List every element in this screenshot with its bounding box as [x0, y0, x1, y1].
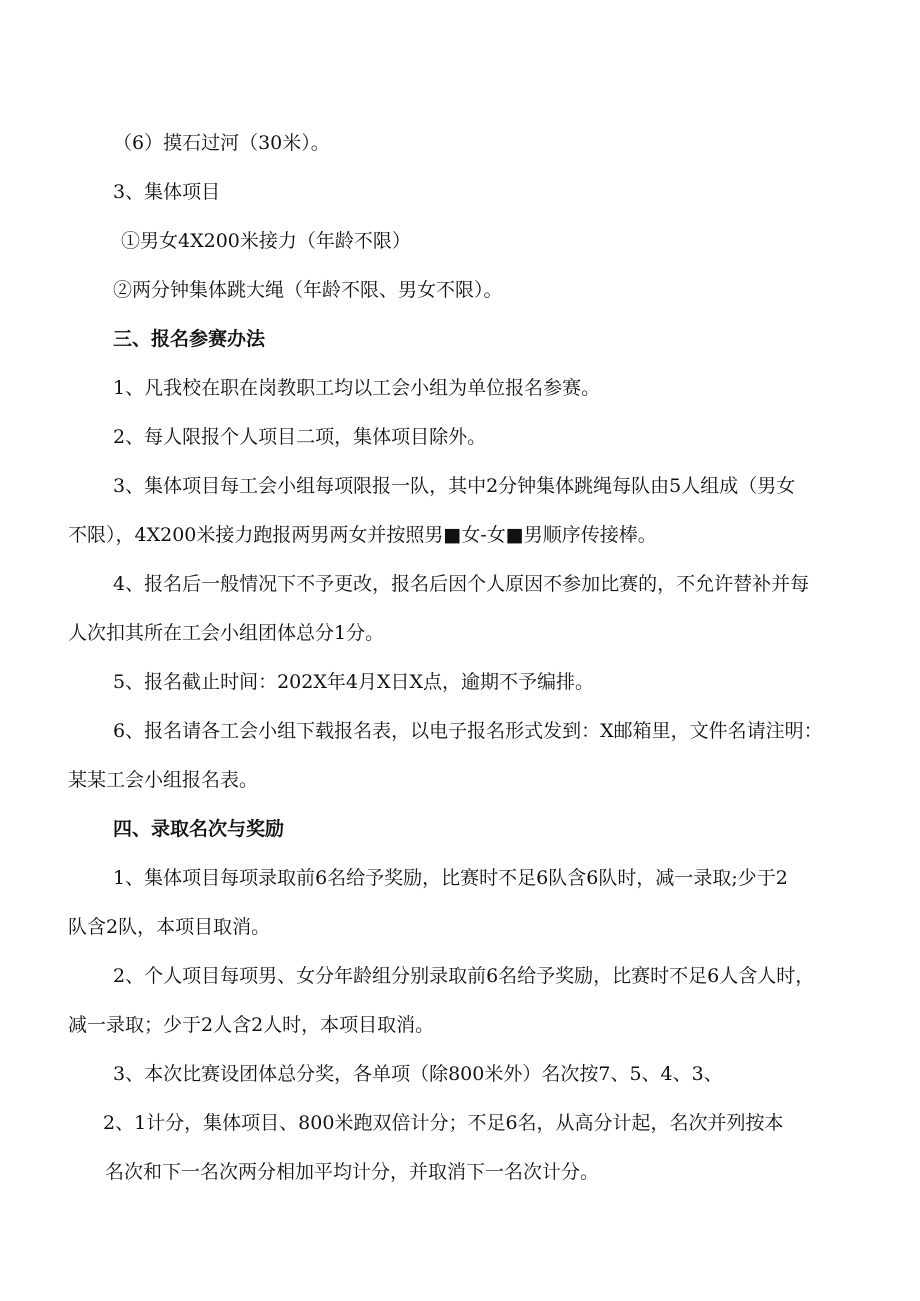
reg-rule-1: 1、凡我校在职在岗教职工均以工会小组为单位报名参赛。: [113, 377, 601, 399]
award-rule-3-line-3: 名次和下一名次两分相加平均计分，并取消下一名次计分。: [105, 1161, 600, 1183]
item-6-stone-crossing: （6）摸石过河（30米）。: [113, 132, 330, 154]
award-rule-1-line-1: 1、集体项目每项录取前6名给予奖励，比赛时不足6队含6队时，减一录取;少于2: [113, 867, 788, 889]
award-rule-2-line-1: 2、个人项目每项男、女分年龄组分别录取前6名给予奖励，比赛时不足6人含人时，: [113, 965, 815, 987]
item-3-group-events: 3、集体项目: [113, 181, 221, 203]
award-rule-2-line-2: 减一录取；少于2人含2人时，本项目取消。: [68, 1014, 435, 1036]
reg-rule-5: 5、报名截止时间：202X年4月X日X点，逾期不予编排。: [113, 671, 595, 693]
reg-rule-6-line-1: 6、报名请各工会小组下载报名表，以电子报名形式发到：X邮箱里，文件名请注明：: [113, 720, 823, 742]
reg-rule-4-line-1: 4、报名后一般情况下不予更改，报名后因个人原因不参加比赛的，不允许替补并每: [113, 573, 810, 595]
reg-rule-2: 2、每人限报个人项目二项，集体项目除外。: [113, 426, 487, 448]
item-rope-jump: ②两分钟集体跳大绳（年龄不限、男女不限）。: [113, 279, 503, 301]
award-rule-1-line-2: 队含2队，本项目取消。: [68, 916, 271, 938]
award-rule-3-line-1: 3、本次比赛设团体总分奖，各单项（除800米外）名次按7、5、4、3、: [113, 1063, 723, 1085]
reg-rule-3-line-2: 不限），4X200米接力跑报两男两女并按照男■女-女■男顺序传接棒。: [68, 524, 657, 546]
reg-rule-3-line-1: 3、集体项目每工会小组每项限报一队，其中2分钟集体跳绳每队由5人组成（男女: [113, 475, 796, 497]
item-relay: ①男女4X200米接力（年龄不限）: [121, 230, 411, 252]
reg-rule-6-line-2: 某某工会小组报名表。: [68, 769, 259, 791]
section-heading-registration: 三、报名参赛办法: [113, 328, 266, 350]
reg-rule-4-line-2: 人次扣其所在工会小组团体总分1分。: [68, 622, 385, 644]
award-rule-3-line-2: 2、1计分，集体项目、800米跑双倍计分；不足6名，从高分计起，名次并列按本: [103, 1112, 784, 1134]
section-heading-awards: 四、录取名次与奖励: [113, 818, 285, 840]
